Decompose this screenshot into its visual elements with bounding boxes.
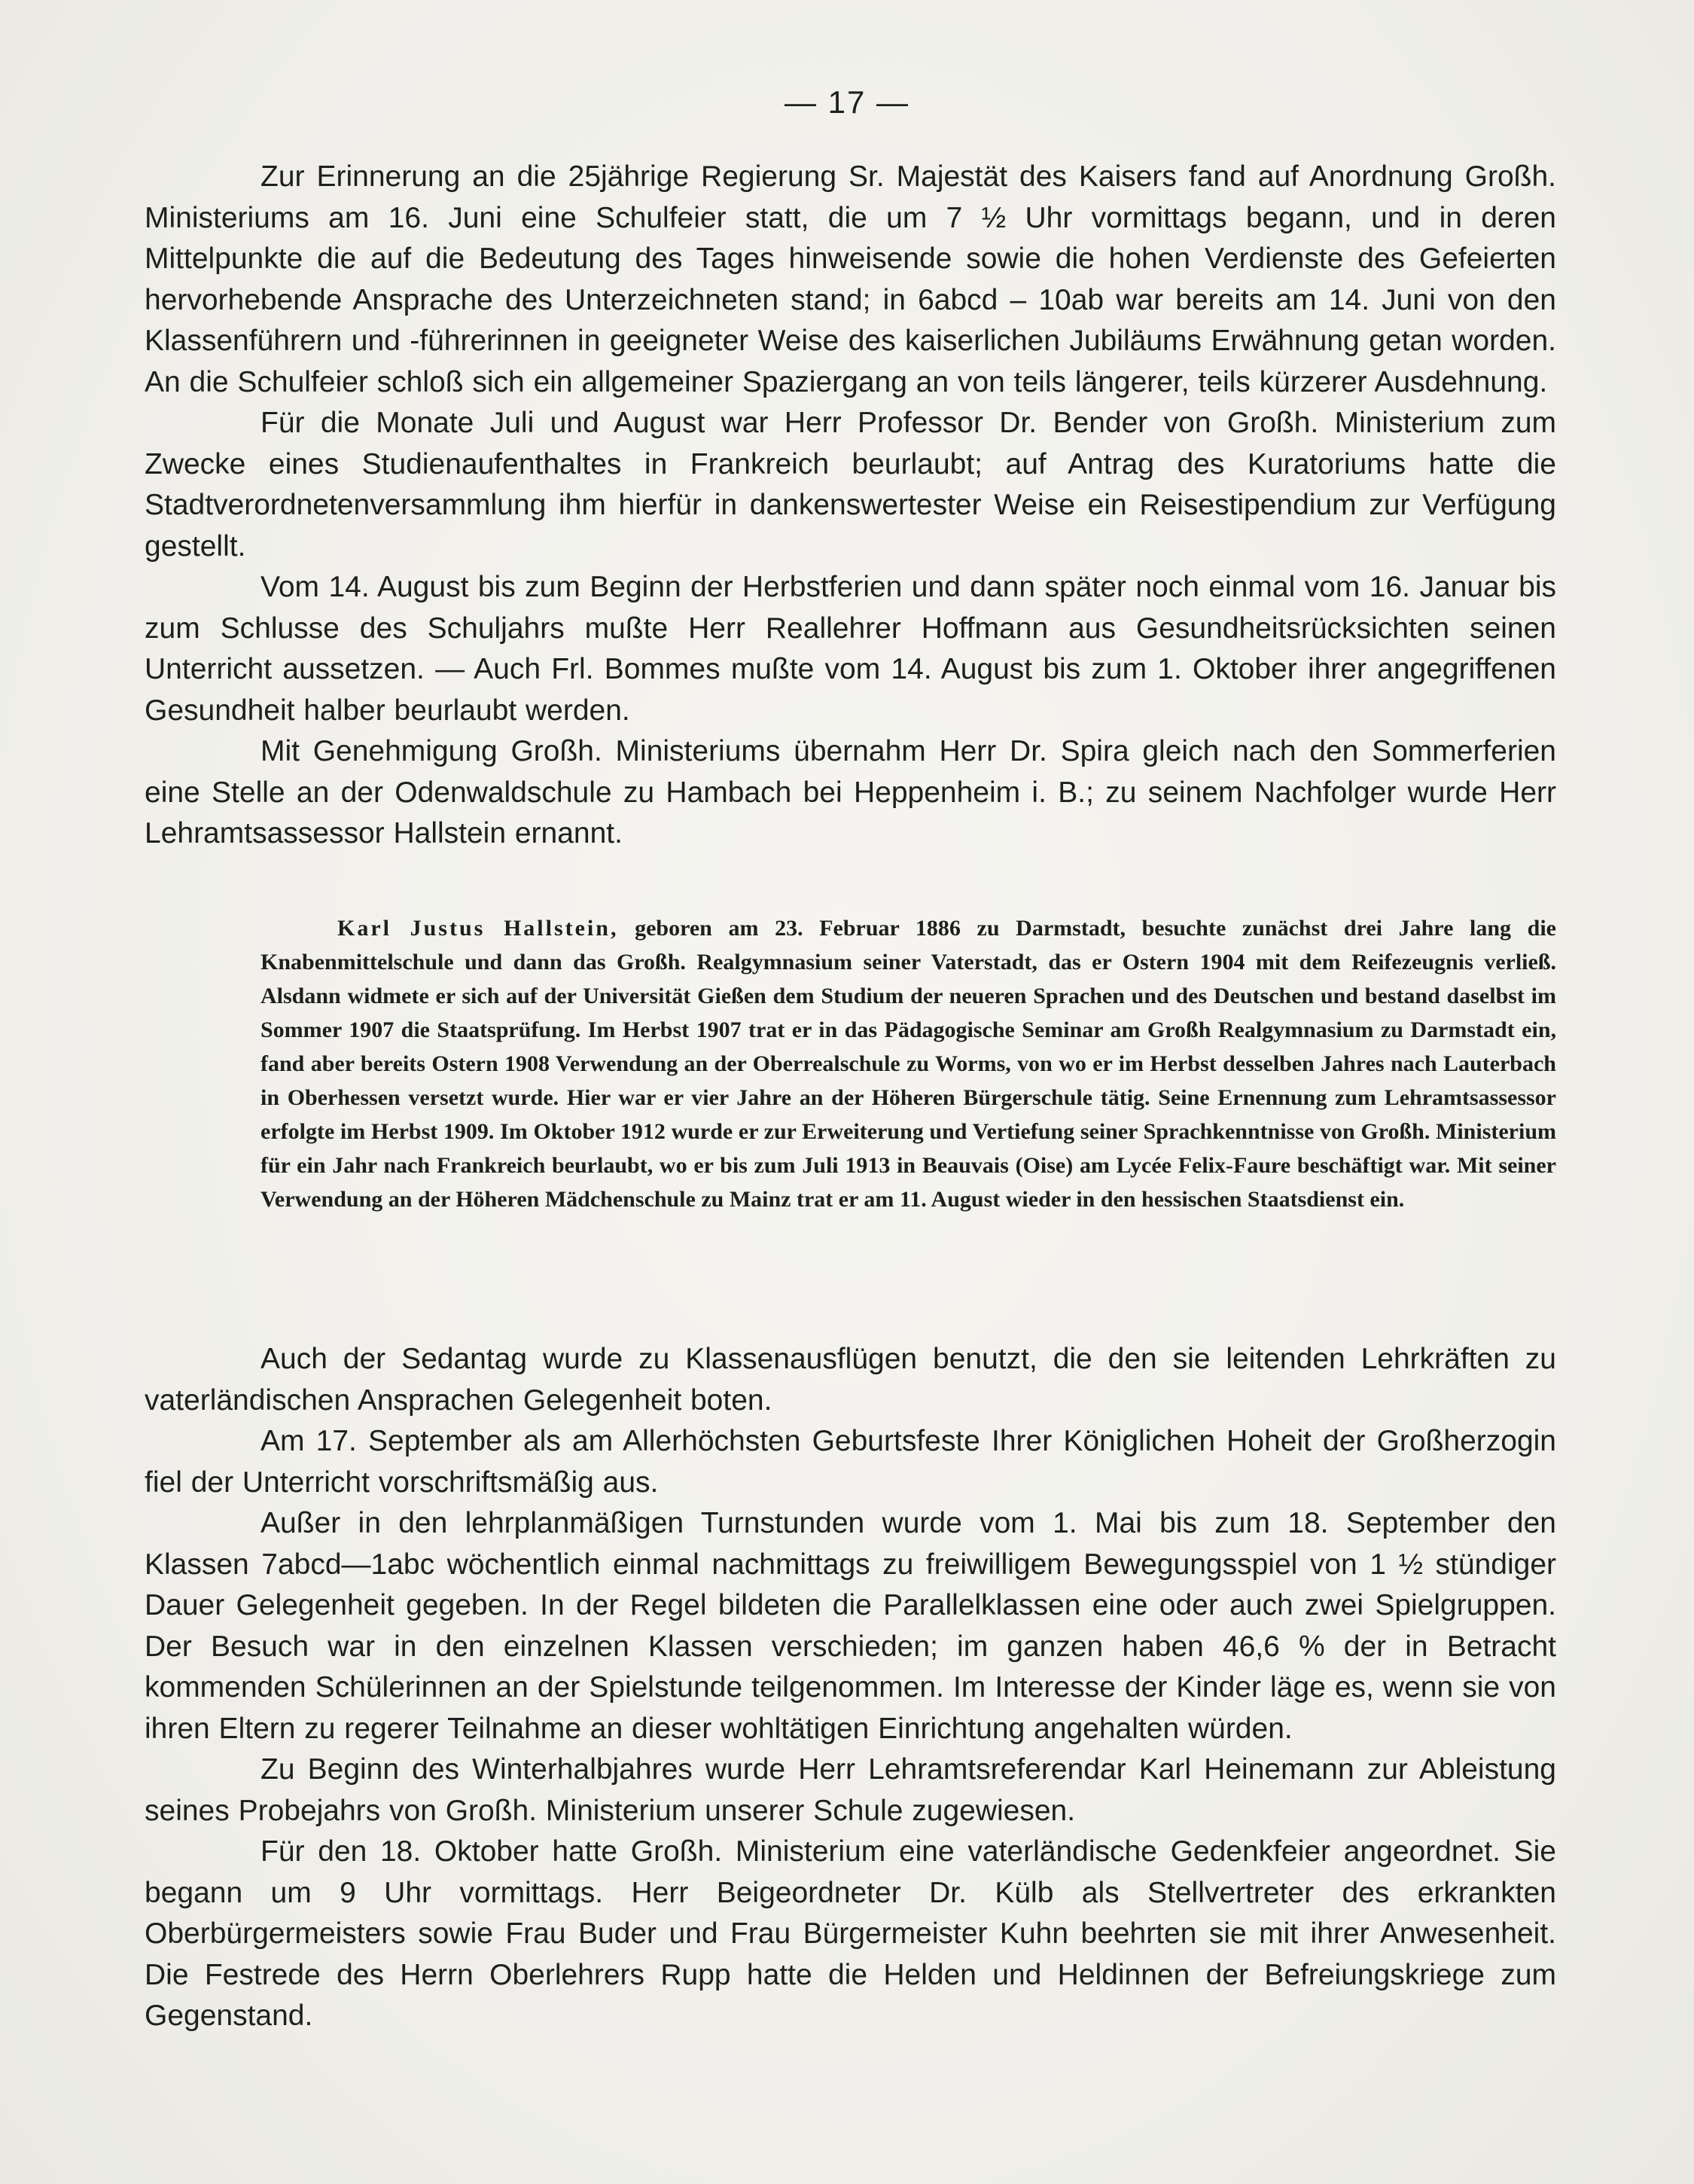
paragraph-games: Außer in den lehrplanmäßigen Turnstunden wurde vom 1. Mai bis zum 18. September den Klassen 7abcd—1abc wöchentlich einmal nachmittags zu freiwilligem Bewegungsspiel von 1 ½ stündiger Dauer Gelegenheit gegeben. In der Regel bildeten die Parallelklassen eine oder auch zwei Spielgruppen. Der Besuch war in den einzelnen Klassen verschieden; im ganzen haben 46,6 % der in Betracht kommenden Schülerinnen an der Spielstunde teilgenommen. Im Interesse der Kinder läge es, wenn sie von ihren Eltern zu regerer Teilnahme an dieser wohltätigen Einrichtung angehalten würden.	[145, 1507, 1556, 1745]
body-text-lower	[145, 1339, 1556, 2037]
paragraph-spira-successor: Mit Genehmigung Großh. Ministeriums übernahm Herr Dr. Spira gleich nach den Sommerferien eine Stelle an der Odenwaldschule zu Hambach bei Heppenheim i. B.; zu seinem Nachfolger wurde Herr Lehramtsassessor Hallstein ernannt.	[145, 735, 1556, 850]
paragraph-birthday: Am 17. September als am Allerhöchsten Geburtsfeste Ihrer Königlichen Hoheit der Großherzogin fiel der Unterricht vorschriftsmäßig aus.	[145, 1425, 1556, 1499]
paragraph-bender-leave: Für die Monate Juli und August war Herr Professor Dr. Bender von Großh. Ministerium zum Zwecke eines Studienaufenthaltes in Frankreich beurlaubt; auf Antrag des Kuratoriums hatte die Stadtverordnetenversammlung ihm hierfür in dankenswertester Weise ein Reisestipendium zur Verfügung gestellt.	[145, 407, 1556, 563]
page-number: — 17 —	[784, 84, 910, 120]
note-person-name: Karl Justus Hallstein,	[337, 916, 619, 941]
paragraph-jubilee: Zur Erinnerung an die 25jährige Regierung Sr. Majestät des Kaisers fand auf Anordnung Großh. Ministeriums am 16. Juni eine Schulfeier statt, die um 7 ½ Uhr vormittags begann, und in deren Mittelpunkte die auf die Bedeutung des Tages hinweisende sowie die hohen Verdienste des Gefeierten hervorhebende Ansprache des Unterzeichneten stand; in 6abcd – 10ab war bereits am 14. Juni von den Klassenführern und -führerinnen in geeigneter Weise des kaiserlichen Jubiläums Erwähnung getan worden. An die Schulfeier schloß sich ein allgemeiner Spaziergang an von teils längerer, teils kürzerer Ausdehnung.	[145, 160, 1556, 398]
note-body: geboren am 23. Februar 1886 zu Darmstadt, besuchte zunächst drei Jahre lang die Knabenmittelschule und dann das Großh. Realgymnasium seiner Vaterstadt, das er Ostern 1904 mit dem Reifezeugnis verließ. Alsdann widmete er sich auf der Universität Gießen dem Studium der neueren Sprachen und des Deutschen und bestand daselbst im Sommer 1907 die Staatsprüfung. Im Herbst 1907 trat er in das Pädagogische Seminar am Großh Realgymnasium zu Darmstadt ein, fand aber bereits Ostern 1908 Verwendung an der Oberrealschule zu Worms, von wo er im Herbst desselben Jahres nach Lauterbach in Oberhessen versetzt wurde. Hier war er vier Jahre an der Höheren Bürgerschule tätig. Seine Ernennung zum Lehramtsassessor erfolgte im Herbst 1909. Im Oktober 1912 wurde er zur Erweiterung und Vertiefung seiner Sprachkenntnisse von Großh. Ministerium für ein Jahr nach Frankreich beurlaubt, wo er bis zum Juli 1913 in Beauvais (Oise) am Lycée Felix-Faure beschäftigt war. Mit seiner Verwendung an der Höheren Mädchenschule zu Mainz trat er am 11. August wieder in den hessischen Staatsdienst ein.	[260, 916, 1556, 1212]
paragraph-memorial: Für den 18. Oktober hatte Großh. Ministerium eine vaterländische Gedenkfeier angeordnet. Sie begann um 9 Uhr vormittags. Herr Beigeordneter Dr. Külb als Stellvertreter des erkrankten Oberbürgermeisters sowie Frau Buder und Frau Bürgermeister Kuhn beehrten sie mit ihrer Anwesenheit. Die Festrede des Herrn Oberlehrers Rupp hatte die Helden und Heldinnen der Befreiungskriege zum Gegenstand.	[145, 1835, 1556, 2032]
paragraph-hoffmann-leave: Vom 14. August bis zum Beginn der Herbstferien und dann später noch einmal vom 16. Januar bis zum Schlusse des Schuljahrs mußte Herr Reallehrer Hoffmann aus Gesundheitsrücksichten seinen Unterricht aussetzen. — Auch Frl. Bommes mußte vom 14. August bis zum 1. Oktober ihrer angegriffenen Gesundheit halber beurlaubt werden.	[145, 571, 1556, 727]
note-paragraph	[145, 911, 1556, 1216]
paragraph-sedantag: Auch der Sedantag wurde zu Klassenausflügen benutzt, die den sie leitenden Lehrkräften zu vaterländischen Ansprachen Gelegenheit boten.	[145, 1343, 1556, 1417]
biography-note	[145, 911, 1556, 1216]
body-text-upper	[145, 157, 1556, 855]
paragraph-heinemann: Zu Beginn des Winterhalbjahres wurde Herr Lehramtsreferendar Karl Heinemann zur Ableistung seines Probejahrs von Großh. Ministerium unserer Schule zugewiesen.	[145, 1753, 1556, 1827]
